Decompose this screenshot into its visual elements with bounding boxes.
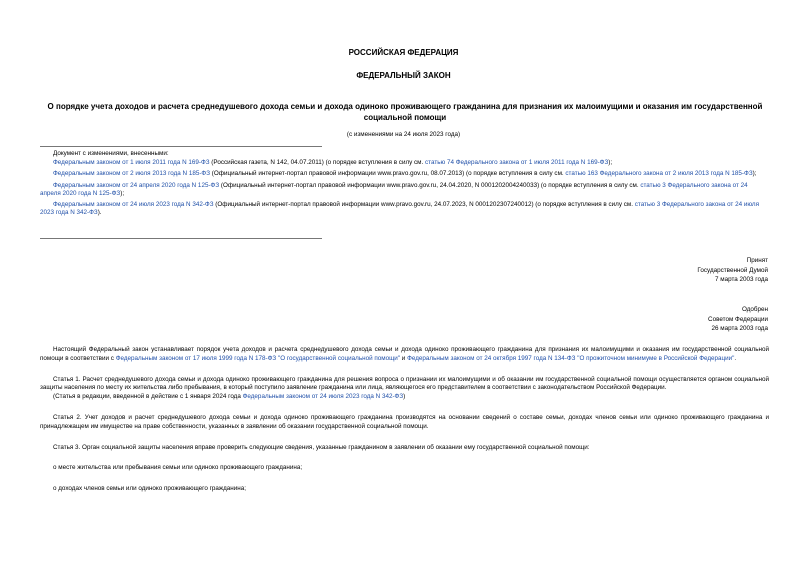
article-2: Статья 2. Учет доходов и расчет среднедушевого дохода семьи и дохода одиноко проживающего гражданина производятся на основании сведений о составе семьи, доходах членов семьи или одиноко проживающего гражданина и принадлежащем им имуществе на праве собственности, указанных в заявлении об оказании государственной социальной помощи. xyxy=(40,413,769,430)
amendment-article-link[interactable]: статью 163 Федерального закона от 2 июля 2013 года N 185-ФЗ xyxy=(565,170,753,178)
amendment-item: Федеральным законом от 24 апреля 2020 года N 125-ФЗ (Официальный интернет-портал правовой информации www.pravo.gov.ru, 24.04.2020, N 0001202004240033) (о порядке вступления в силу см. статью 3 Федерального закона от 24 апреля 2020 года N 125-ФЗ); xyxy=(40,181,748,197)
preamble: Настоящий Федеральный закон устанавливает порядок учета доходов и расчета среднедушевого дохода семьи и дохода одиноко проживающего гражданина для признания их малоимущими и оказания им государственной социальной помощи в соответствии с Федеральным законом от 17 июля 1999 года N 178-ФЗ "О государственной социальной помощи" и Федеральным законом от 24 октября 1997 года N 134-ФЗ "О прожиточном минимуме в Российской Федерации". xyxy=(40,346,769,362)
article-3-item: о доходах членов семьи или одиноко проживающего гражданина; xyxy=(53,485,247,493)
divider-bottom xyxy=(40,238,322,239)
amendment-item: Федеральным законом от 24 июля 2023 года N 342-ФЗ (Официальный интернет-портал правовой информации www.pravo.gov.ru, 24.07.2023, N 0001202307240012) (о порядке вступления в силу см. статью 3 Федерального закона от 24 июля 2023 года N 342-ФЗ). xyxy=(40,201,760,217)
article-1: Статья 1. Расчет среднедушевого дохода семьи и дохода одиноко проживающего гражданина для решения вопроса о признании их малоимущими и об оказании им государственной социальной помощи осуществляется органом социальной защиты населения по месту их жительства либо пребывания, в который поступило заявление гражданина или лица, являющегося его представителем в соответствии с законодательством Российской Федерации. xyxy=(40,375,769,392)
amendment-item: Федеральным законом от 1 июля 2011 года N 169-ФЗ (Российская газета, N 142, 04.07.2011) (о порядке вступления в силу см. статью 74 Федерального закона от 1 июля 2011 года N 169-ФЗ); xyxy=(53,159,613,167)
document-title: О порядке учета доходов и расчета среднедушевого дохода семьи и дохода одиноко проживающего гражданина для признания их малоимущими и оказания им государственной социальной помощи xyxy=(47,102,763,122)
amendment-link[interactable]: Федеральным законом от 1 июля 2011 года N 169-ФЗ xyxy=(53,159,210,167)
amendment-article-link[interactable]: статью 3 Федерального закона от 24 июля 2023 года N 342-ФЗ xyxy=(40,201,760,217)
law-134-link[interactable]: Федеральным законом от 24 октября 1997 года N 134-ФЗ "О прожиточном минимуме в Российской Федерации" xyxy=(407,354,735,362)
article-3: Статья 3. Орган социальной защиты населения вправе проверить следующие сведения, указанные гражданином в заявлении об оказании ему государственной социальной помощи: xyxy=(53,443,590,451)
edition-note: (с изменениями на 24 июля 2023 года) xyxy=(346,131,461,138)
article-1-note: (Статья в редакции, введенной в действие с 1 января 2024 года Федеральным законом от 24 июля 2023 года N 342-ФЗ) xyxy=(53,393,406,401)
law-178-link[interactable]: Федеральным законом от 17 июля 1999 года N 178-ФЗ "О государственной социальной помощи" xyxy=(115,354,401,362)
amendment-link[interactable]: Федеральным законом от 24 апреля 2020 года N 125-ФЗ xyxy=(53,181,220,189)
law-342-link[interactable]: Федеральным законом от 24 июля 2023 года N 342-ФЗ xyxy=(242,393,404,401)
article-3-item: о месте жительства или пребывания семьи или одиноко проживающего гражданина; xyxy=(53,464,303,472)
document-type-heading: ФЕДЕРАЛЬНЫЙ ЗАКОН xyxy=(356,71,451,80)
amendment-item: Федеральным законом от 2 июля 2013 года N 185-ФЗ (Официальный интернет-портал правовой информации www.pravo.gov.ru, 08.07.2013) (о порядке вступления в силу см. статью 163 Федерального закона от 2 июля 2013 года N 185-ФЗ); xyxy=(53,170,757,178)
divider-top xyxy=(40,146,322,147)
amendment-link[interactable]: Федеральным законом от 24 июля 2023 года N 342-ФЗ xyxy=(53,201,214,209)
amendments-intro: Документ с изменениями, внесенными: xyxy=(53,150,169,157)
amendment-article-link[interactable]: статью 3 Федерального закона от 24 апреля 2020 года N 125-ФЗ xyxy=(40,181,748,197)
amendment-link[interactable]: Федеральным законом от 2 июля 2013 года N 185-ФЗ xyxy=(53,170,211,178)
duma-adoption: Принят Государственной Думой 7 марта 2003 года xyxy=(697,257,768,283)
country-heading: РОССИЙСКАЯ ФЕДЕРАЦИЯ xyxy=(348,48,459,57)
law-body xyxy=(40,346,769,494)
amendment-article-link[interactable]: статью 74 Федерального закона от 1 июля 2011 года N 169-ФЗ xyxy=(425,159,609,167)
council-approval: Одобрен Советом Федерации 26 марта 2003 года xyxy=(708,306,768,332)
amendments-list xyxy=(40,150,770,220)
